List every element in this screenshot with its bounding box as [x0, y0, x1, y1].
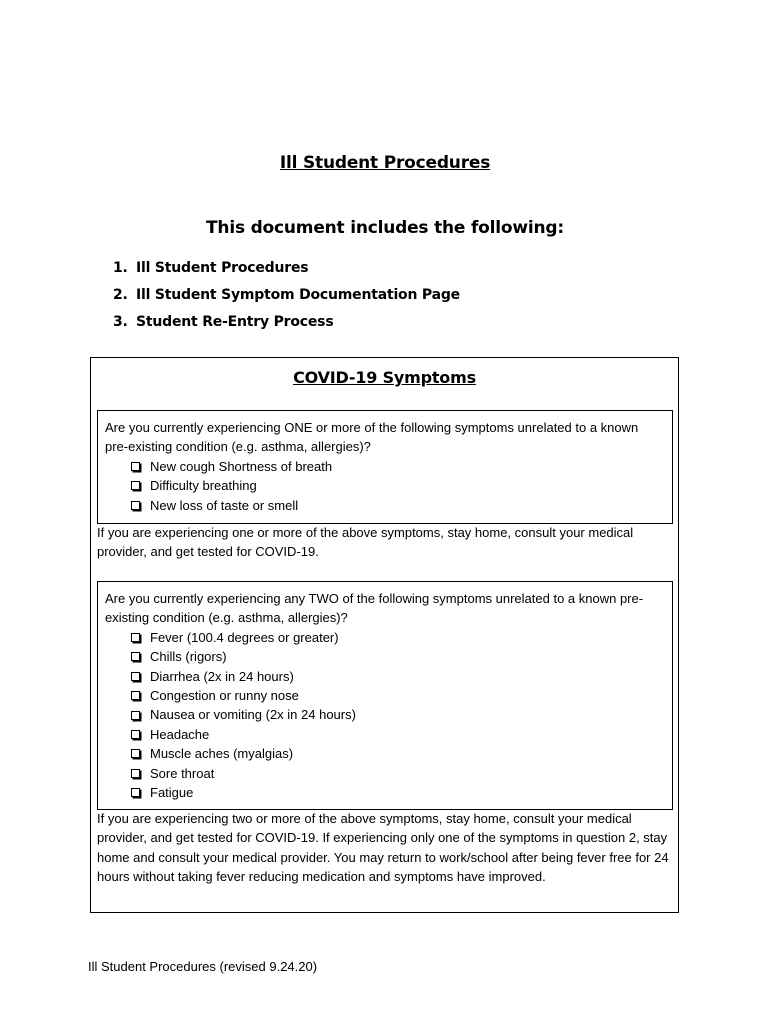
symptom-item [129, 496, 664, 515]
contents-heading: This document includes the following: [206, 218, 564, 238]
symptom-item [129, 686, 664, 705]
contents-list [113, 258, 460, 339]
question-one-symptom-list [105, 457, 664, 515]
checkbox-icon [131, 769, 140, 778]
symptom-item [129, 647, 664, 666]
symptom-label: Diarrhea (2x in 24 hours) [150, 668, 294, 684]
checkbox-icon [131, 788, 140, 797]
symptom-item [129, 705, 664, 724]
checkbox-icon [131, 749, 140, 758]
question-two-text: Are you currently experiencing any TWO of the following symptoms unrelated to a known pre-existing condition (e.g. asthma, allergies)? [105, 591, 644, 626]
checkbox-icon [131, 501, 140, 510]
symptom-label: Chills (rigors) [150, 649, 227, 665]
contents-item [113, 258, 460, 285]
symptom-item [129, 476, 664, 495]
question-two-symptom-list [105, 628, 664, 803]
symptom-label: Fever (100.4 degrees or greater) [150, 629, 339, 645]
question-one-advice: If you are experiencing one or more of the above symptoms, stay home, consult your medical provider, and get tested for COVID-19. [97, 525, 634, 560]
question-one-text: Are you currently experiencing ONE or more of the following symptoms unrelated to a known pre-existing condition (e.g. asthma, allergies)? [105, 420, 639, 455]
question-two-advice: If you are experiencing two or more of the above symptoms, stay home, consult your medical provider, and get tested for COVID-19. If experiencing only one of the symptoms in question 2, stay home and consult your medical provider. You may return to work/school after being fever free for 24 hours without taking fever reducing medication and symptoms have improved. [97, 811, 669, 885]
contents-item-label: Student Re-Entry Process [136, 314, 334, 330]
covid-symptoms-title: COVID-19 Symptoms [293, 368, 476, 387]
checkbox-icon [131, 481, 140, 490]
contents-item-label: Ill Student Symptom Documentation Page [136, 287, 460, 303]
question-one-box [97, 410, 673, 524]
contents-item-number: 1. [113, 260, 128, 276]
contents-item-number: 3. [113, 314, 128, 330]
symptom-item [129, 628, 664, 647]
checkbox-icon [131, 672, 140, 681]
symptom-item [129, 783, 664, 802]
symptom-item [129, 457, 664, 476]
contents-item [113, 285, 460, 312]
symptom-label: Nausea or vomiting (2x in 24 hours) [150, 707, 356, 723]
symptom-item [129, 764, 664, 783]
symptom-label: Congestion or runny nose [150, 687, 299, 703]
symptom-label: Headache [150, 726, 210, 742]
symptom-label: New cough Shortness of breath [150, 458, 333, 474]
covid-symptoms-panel [90, 357, 679, 913]
contents-item-label: Ill Student Procedures [136, 260, 309, 276]
symptom-label: Fatigue [150, 784, 194, 800]
symptom-label: Sore throat [150, 765, 215, 781]
checkbox-icon [131, 730, 140, 739]
contents-item [113, 312, 460, 339]
contents-item-number: 2. [113, 287, 128, 303]
checkbox-icon [131, 462, 140, 471]
symptom-label: Difficulty breathing [150, 478, 257, 494]
symptom-item [129, 744, 664, 763]
checkbox-icon [131, 711, 140, 720]
document-footer: Ill Student Procedures (revised 9.24.20) [88, 959, 318, 974]
page-title: Ill Student Procedures [279, 153, 491, 173]
checkbox-icon [131, 652, 140, 661]
question-two-box [97, 581, 673, 810]
symptom-label: New loss of taste or smell [150, 497, 299, 513]
symptom-label: Muscle aches (myalgias) [150, 746, 294, 762]
symptom-item [129, 667, 664, 686]
checkbox-icon [131, 691, 140, 700]
symptom-item [129, 725, 664, 744]
checkbox-icon [131, 633, 140, 642]
